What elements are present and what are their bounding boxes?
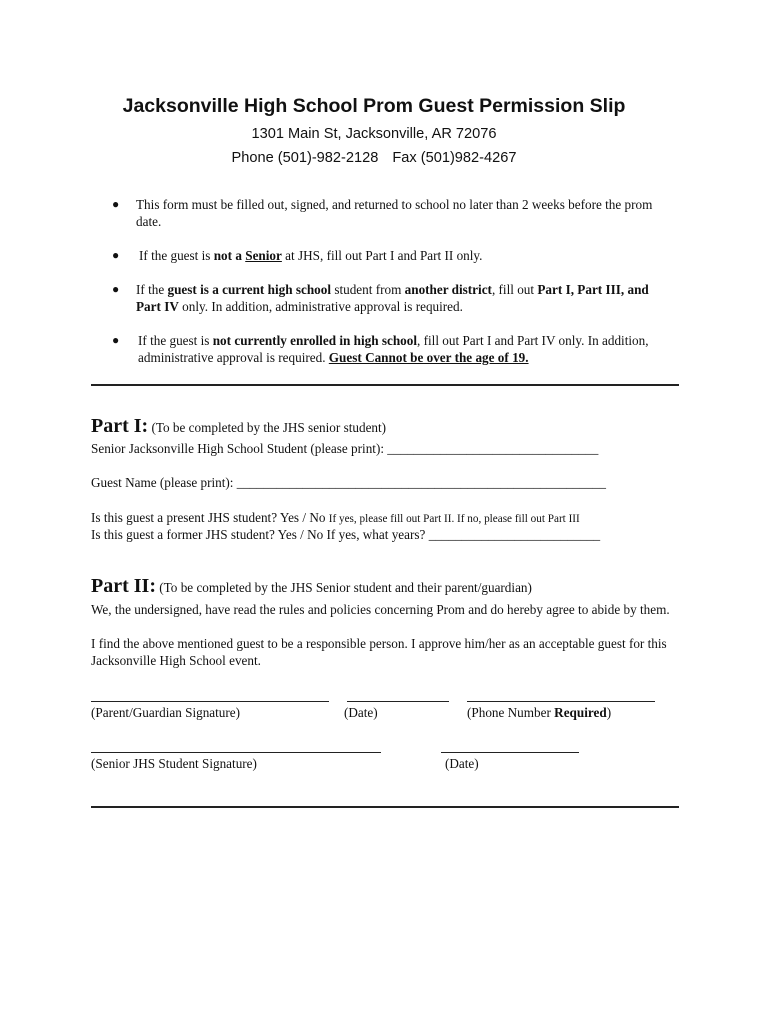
former-student-question[interactable]: Is this guest a former JHS student? Yes / No If yes, what years? __________________________ [91, 527, 601, 542]
guest-name-field[interactable]: Guest Name (please print): ________________________________________________________ [91, 475, 606, 490]
school-address: 1301 Main St, Jacksonville, AR 72076 [251, 126, 497, 142]
instruction-2: If the guest is not a Senior at JHS, fill out Part I and Part II only. [139, 248, 483, 263]
instruction-3: If the guest is a current high school student from another district, fill out Part I, Part III, and Part IV only. In addition, administrative approval is required. [136, 282, 649, 314]
bullet-icon: ● [112, 248, 120, 262]
bullet-icon: ● [112, 333, 120, 347]
part2-heading: Part II: [91, 575, 156, 597]
bottom-divider [91, 806, 679, 808]
instruction-4: If the guest is not currently enrolled in high school, fill out Part I and Part IV only. In addition, administrative approval is required. Guest Cannot be over the age of 19. [138, 333, 649, 365]
parent-signature-label: (Parent/Guardian Signature) [91, 705, 241, 720]
date-label-1: (Date) [344, 705, 378, 720]
fax-number: Fax (501)982-4267 [392, 150, 517, 166]
parent-signature-line[interactable] [91, 701, 329, 702]
part2-subheading: (To be completed by the JHS Senior student and their parent/guardian) [159, 580, 532, 595]
contact-line [0, 150, 748, 166]
present-student-question[interactable]: Is this guest a present JHS student? Yes / No If yes, please fill out Part II. If no, please fill out Part III [91, 510, 580, 525]
date-label-2: (Date) [445, 756, 479, 771]
phone-line[interactable] [467, 701, 655, 702]
phone-label: (Phone Number Required) [467, 705, 612, 720]
bullet-icon: ● [112, 197, 120, 211]
part1-heading-line [91, 415, 387, 437]
student-signature-label: (Senior JHS Student Signature) [91, 756, 257, 771]
student-signature-line[interactable] [91, 752, 381, 753]
bullet-icon: ● [112, 282, 120, 296]
form-title: Jacksonville High School Prom Guest Permission Slip [122, 95, 626, 117]
date-line-1[interactable] [347, 701, 449, 702]
agreement-paragraph: We, the undersigned, have read the rules and policies concerning Prom and do hereby agree to abide by them. [91, 602, 670, 617]
senior-name-field[interactable]: Senior Jacksonville High School Student (please print): ________________________________ [91, 441, 599, 456]
instruction-1: This form must be filled out, signed, and returned to school no later than 2 weeks before the prom date. [136, 197, 653, 229]
part1-subheading: (To be completed by the JHS senior student) [151, 420, 387, 435]
date-line-2[interactable] [441, 752, 579, 753]
part2-heading-line [91, 575, 532, 597]
phone-number: Phone (501)-982-2128 [231, 150, 379, 166]
section-divider [91, 384, 679, 386]
approval-paragraph: I find the above mentioned guest to be a responsible person. I approve him/her as an acceptable guest for this Jacksonville High School event. [91, 636, 667, 668]
part1-heading: Part I: [91, 415, 149, 437]
